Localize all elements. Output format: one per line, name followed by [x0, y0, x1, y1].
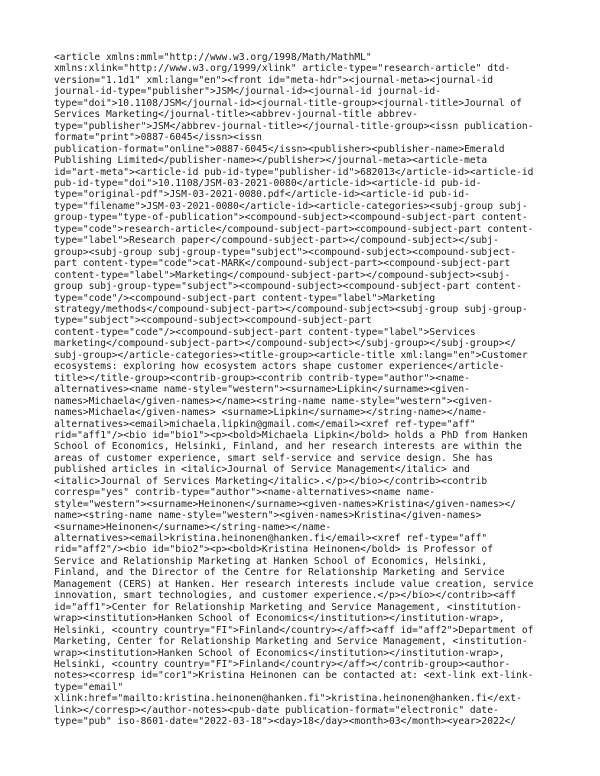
code-line: rid="aff1"/><bio id="bio1"><p><bold>Michaela Lipkin</bold> holds a PhD from Hanken	[54, 429, 528, 441]
code-line: alternatives><name name-style="western"><surname>Lipkin</surname><given-	[54, 384, 470, 396]
code-line: innovation, smart technologies, and customer experience.</p></bio></contrib><aff	[54, 590, 517, 602]
code-line: link></corresp></author-notes><pub-date publication-format="electronic" date-	[54, 704, 499, 716]
code-line: pub-id-type="doi">10.1108/JSM-03-2021-0080</article-id><article-id pub-id-	[54, 177, 482, 189]
code-line: rid="aff2"/><bio id="bio2"><p><bold>Kristina Heinonen</bold> is Professor of	[54, 544, 493, 556]
code-line: Service and Relationship Marketing at Hanken School of Economics, Helsinki,	[54, 555, 488, 567]
code-line: id="aff1">Center for Relationship Marketing and Service Management, <institution-	[54, 601, 522, 613]
code-line: areas of customer experience, smart self-service and service design. She has	[54, 452, 493, 464]
code-line: strategy/methods</compound-subject-part></compound-subject><subj-group subj-group-	[54, 303, 528, 315]
code-line: format="print">0887-6045</issn><issn	[54, 132, 262, 144]
code-line: type="code"/><compound-subject-part content-type="label">Marketing	[54, 292, 436, 304]
code-line: group-type="type-of-publication"><compound-subject><compound-subject-part content-	[54, 212, 528, 224]
code-line: <italic>Journal of Services Marketing</italic>.</p></bio></contrib><contrib	[54, 475, 488, 487]
code-line: type="code">research-article</compound-subject-part><compound-subject-part content-	[54, 223, 534, 235]
code-line: subj-group></article-categories><title-group><article-title xml:lang="en">Customer	[54, 349, 528, 361]
code-line: alternatives><email>michaela.lipkin@gmail.com</email><xref ref-type="aff"	[54, 418, 476, 430]
code-line: Services Marketing</journal-title><abbrev-journal-title abbrev-	[54, 109, 418, 121]
code-line: title></title-group><contrib-group><contrib contrib-type="author"><name-	[54, 372, 470, 384]
code-line: group><subj-group subj-group-type="subject"><compound-subject><compound-subject-	[54, 246, 517, 258]
code-line: published articles in <italic>Journal of Service Management</italic> and	[54, 464, 470, 476]
code-line: Publishing Limited</publisher-name></publisher></journal-meta><article-meta	[54, 155, 488, 167]
code-line: type="original-pdf">JSM-03-2021-0080.pdf</article-id><article-id pub-id-	[54, 189, 470, 201]
code-line: xlink:href="mailto:kristina.heinonen@hanken.fi">kristina.heinonen@hanken.fi</ext-	[54, 693, 522, 705]
code-line: Finland, and the Director of the Centre for Relationship Marketing and Service	[54, 567, 505, 579]
code-line: journal-id-type="publisher">JSM</journal-id><journal-id journal-id-	[54, 86, 441, 98]
code-line: type="subject"><compound-subject><compound-subject-part	[54, 315, 372, 327]
code-line: part content-type="code">cat-MARK</compound-subject-part><compound-subject-part	[54, 258, 511, 270]
code-line: wrap><institution>Hanken School of Economics</institution></institution-wrap>,	[54, 647, 505, 659]
code-line: type="email"	[54, 681, 124, 693]
code-line: type="publisher">JSM</abbrev-journal-title></journal-title-group><issn publication-	[54, 120, 534, 132]
code-line: style="western"><surname>Heinonen</surname><given-names>Kristina</given-names></	[54, 498, 517, 510]
code-line: content-type="label">Marketing</compound-subject-part></compound-subject><subj-	[54, 269, 511, 281]
code-line: name><string-name name-style="western"><given-names>Kristina</given-names>	[54, 510, 482, 522]
code-line: Marketing, Center for Relationship Marketing and Service Management, <institution-	[54, 636, 528, 648]
code-line: School of Economics, Helsinki, Finland, and her research interests are within the	[54, 441, 522, 453]
code-line: Helsinki, <country country="FI">Finland</country></aff></contrib-group><author-	[54, 659, 511, 671]
code-line: type="filename">JSM-03-2021-0080</article-id><article-categories><subj-group subj-	[54, 200, 528, 212]
code-line: xmlns:xlink="http://www.w3.org/1999/xlink" article-type="research-article" dtd-	[54, 63, 511, 75]
code-line: id="art-meta"><article-id pub-id-type="publisher-id">682013</article-id><article-id	[54, 166, 534, 178]
code-line: alternatives><email>kristina.heinonen@hanken.fi</email><xref ref-type="aff"	[54, 533, 488, 545]
code-line: names>Michaela</given-names></name><string-name name-style="western"><given-	[54, 395, 493, 407]
code-line: Helsinki, <country country="FI">Finland</country></aff><aff id="aff2">Department of	[54, 624, 534, 636]
code-line: <surname>Heinonen</surname></string-name></name-	[54, 521, 332, 533]
code-line: type="label">Research paper</compound-subject-part></compound-subject></subj-	[54, 235, 499, 247]
code-line: notes><corresp id="cor1">Kristina Heinonen can be contacted at: <ext-link ext-link-	[54, 670, 534, 682]
xml-source-text	[54, 52, 560, 728]
code-line: type="doi">10.1108/JSM</journal-id><journal-title-group><journal-title>Journal of	[54, 97, 522, 109]
code-line: type="pub" iso-8601-date="2022-03-18"><day>18</day><month>03</month><year>2022</	[54, 716, 517, 728]
code-line: ecosystems: exploring how ecosystem actors shape customer experience</article-	[54, 361, 505, 373]
code-line: wrap><institution>Hanken School of Economics</institution></institution-wrap>,	[54, 613, 505, 625]
code-line: <article xmlns:mml="http://www.w3.org/1998/Math/MathML"	[54, 52, 372, 63]
code-line: Management (CERS) at Hanken. Her research interests include value creation, service	[54, 578, 534, 590]
code-line: marketing</compound-subject-part></compound-subject></subj-group></subj-group></	[54, 338, 517, 350]
code-line: group subj-group-type="subject"><compound-subject><compound-subject-part content-	[54, 281, 522, 293]
code-line: publication-format="online">0887-6045</issn><publisher><publisher-name>Emerald	[54, 143, 505, 155]
code-line: version="1.1d1" xml:lang="en"><front id="meta-hdr"><journal-meta><journal-id	[54, 74, 493, 86]
code-line: corresp="yes" contrib-type="author"><name-alternatives><name name-	[54, 487, 436, 499]
code-line: names>Michaela</given-names> <surname>Lipkin</surname></string-name></name-	[54, 407, 488, 419]
code-line: content-type="code"/><compound-subject-part content-type="label">Services	[54, 326, 476, 338]
